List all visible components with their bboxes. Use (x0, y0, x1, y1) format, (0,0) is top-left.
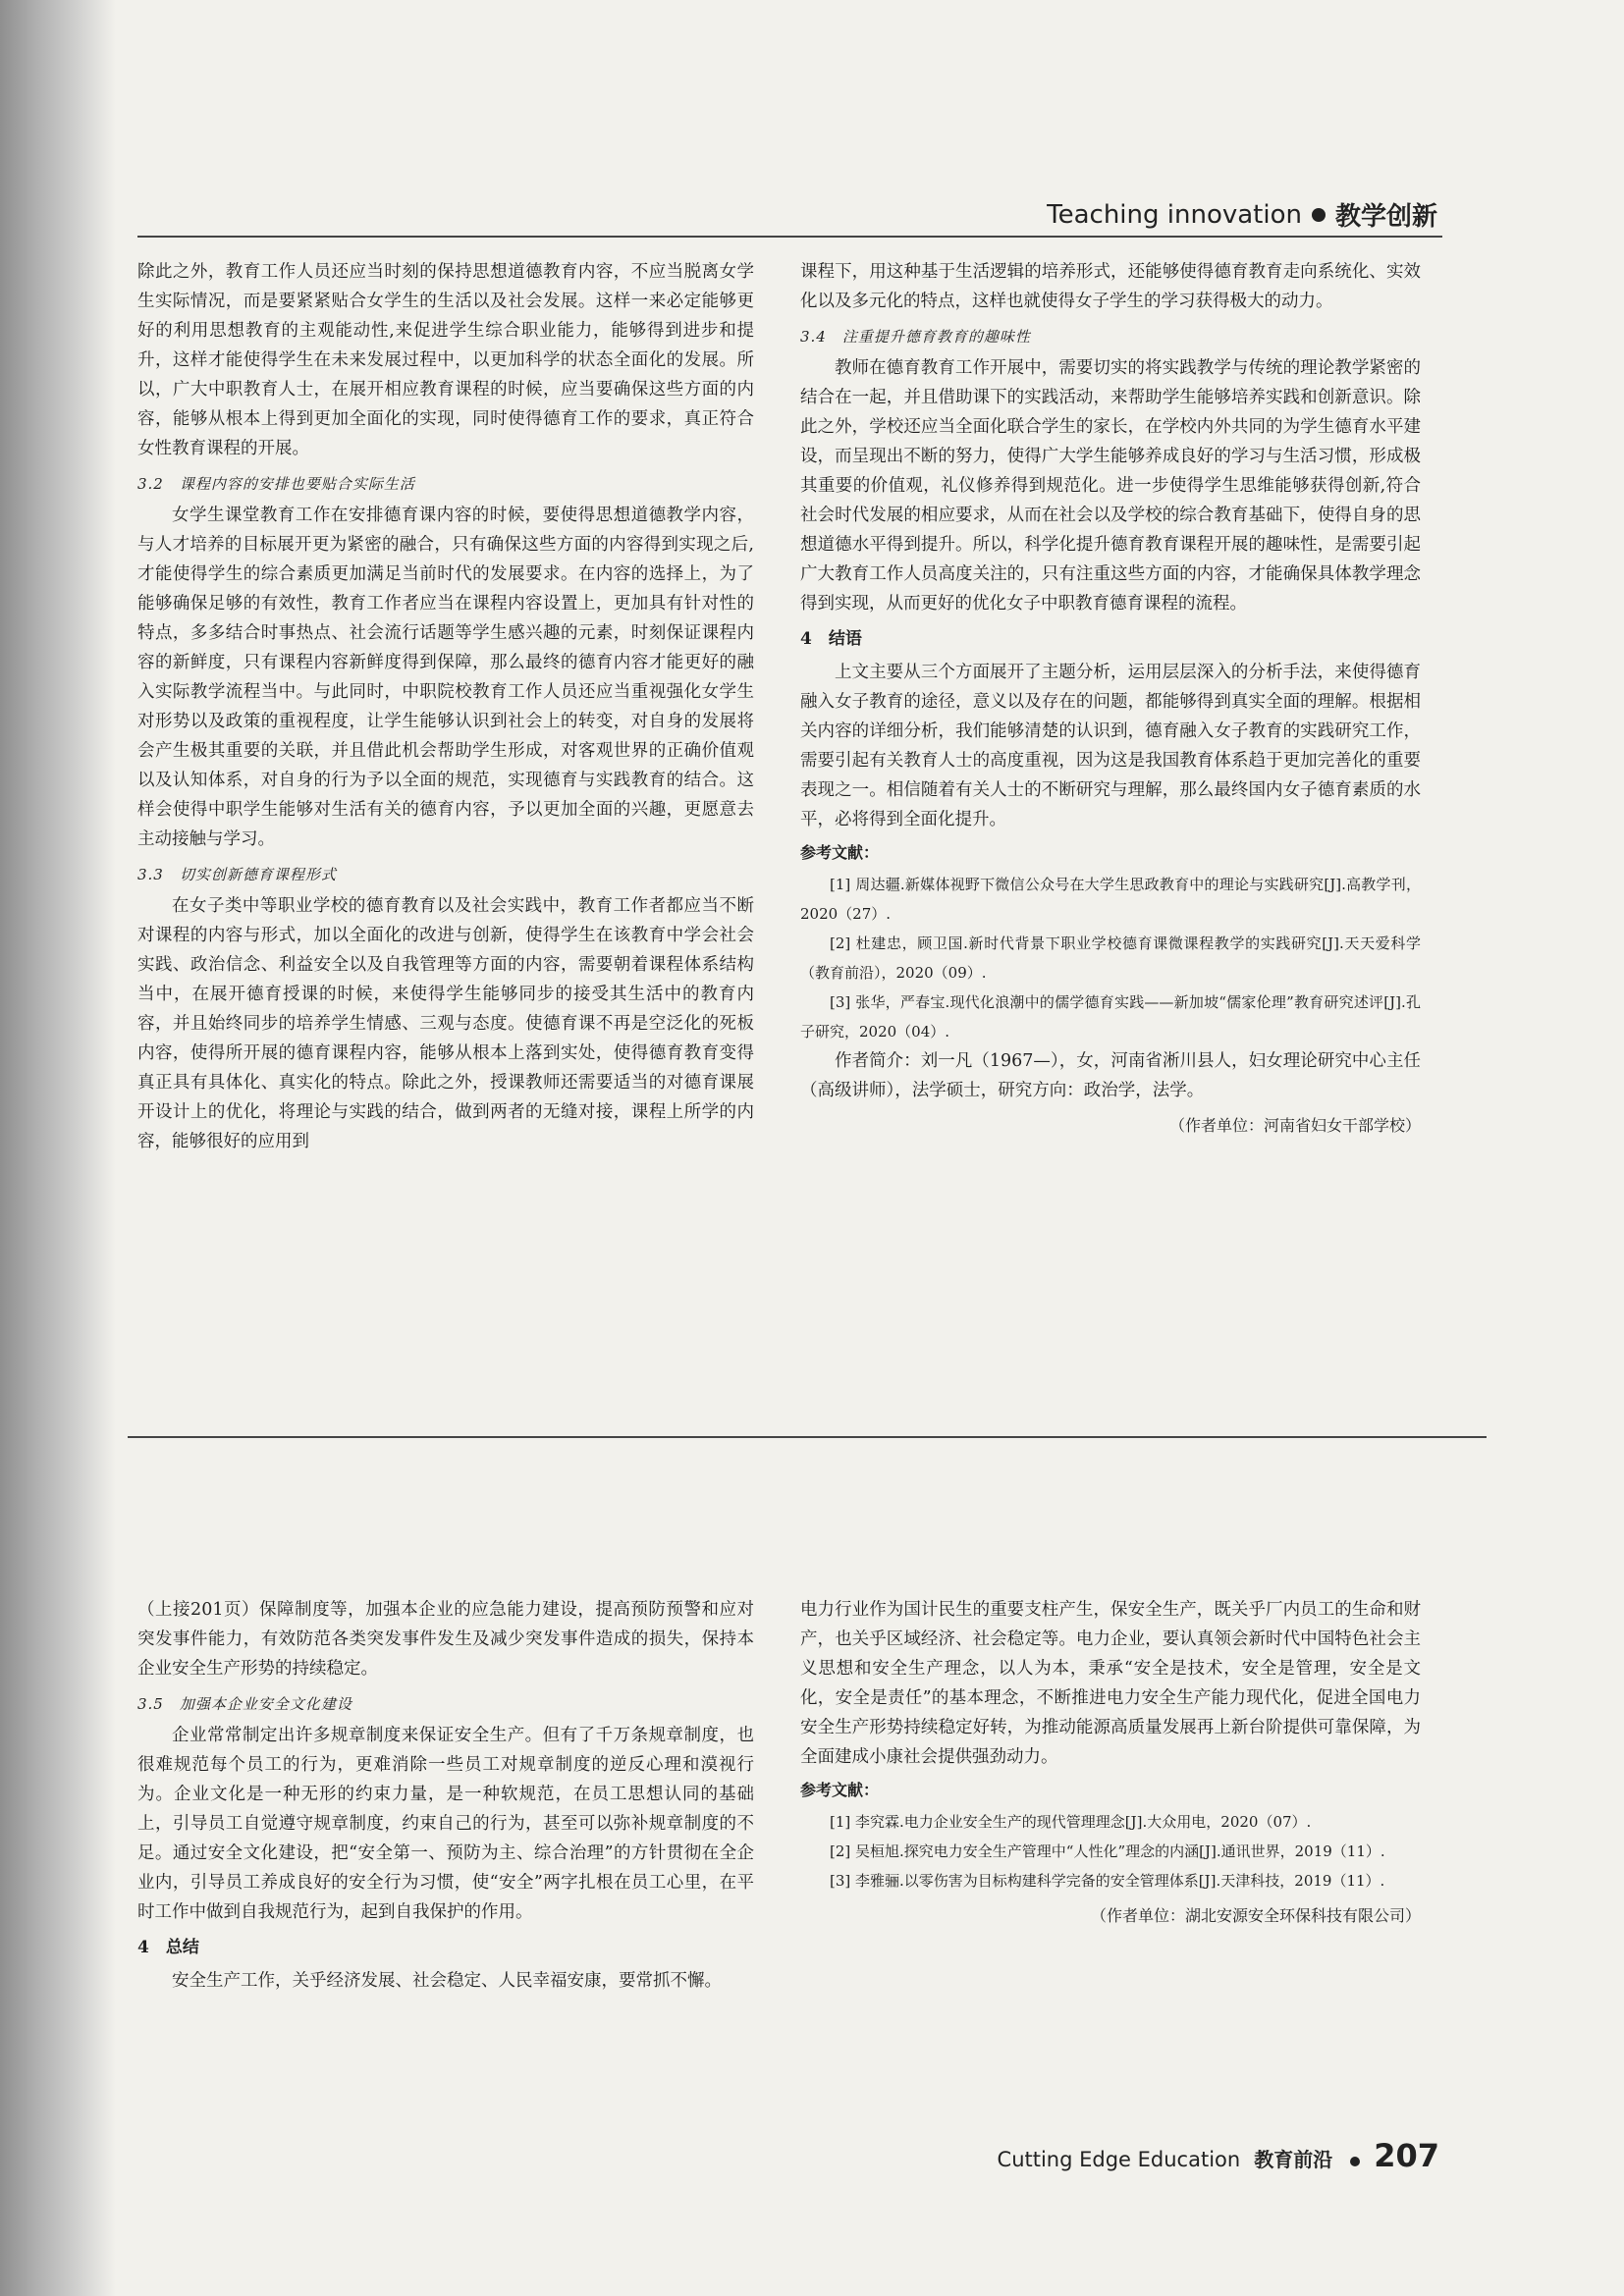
running-footer (998, 2137, 1439, 2174)
body-paragraph: 上文主要从三个方面展开了主题分析，运用层层深入的分析手法，来使得德育融入女子教育的途径，意义以及存在的问题，都能够得到真实全面的理解。根据相关内容的详细分析，我们能够清楚的认识到，德育融入女子教育的实践研究工作，需要引起有关教育人士的高度重视，因为这是我国教育体系趋于更加完善化的重要表现之一。相信随着有关人士的不断研究与理解，那么最终国内女子德育素质的水平，必将得到全面化提升。 (800, 663, 1421, 829)
footer-zh: 教育前沿 (1254, 2148, 1333, 2171)
reference-entry: [3] 张华，严春宝.现代化浪潮中的儒学德育实践——新加坡“儒家伦理”教育研究述评[J].孔子研究，2020（04）. (800, 993, 1421, 1041)
reference-entry: [2] 杜建忠，顾卫国.新时代背景下职业学校德育课微课程教学的实践研究[J].天天爱科学（教育前沿），2020（09）. (800, 934, 1421, 982)
bullet-dot-icon (1350, 2157, 1360, 2166)
header-en: Teaching innovation (1047, 199, 1302, 230)
body-paragraph: 电力行业作为国计民生的重要支柱产生，保安全生产，既关乎厂内员工的生命和财产，也关乎区域经济、社会稳定等。电力企业，要认真领会新时代中国特色社会主义思想和安全生产理念，以人为本，秉承“安全是技术，安全是管理，安全是文化，安全是责任”的基本理念，不断推进电力安全生产能力现代化，促进全国电力安全生产形势持续稳定好转，为推动能源高质量发展再上新台阶提供可靠保障，为全面建成小康社会提供强劲动力。 (800, 1600, 1421, 1767)
author-affiliation: （作者单位：湖北安源安全环保科技有限公司） (1090, 1906, 1421, 1925)
references-heading: 参考文献： (800, 1781, 880, 1799)
section-heading: 3.3 切实创新德育课程形式 (137, 866, 337, 883)
header-rule (137, 236, 1442, 238)
section-heading: 4 结语 (800, 629, 862, 649)
bullet-dot-icon (1312, 208, 1326, 222)
footer-en: Cutting Edge Education (997, 2148, 1241, 2171)
section-heading: 3.2 课程内容的安排也要贴合实际生活 (137, 475, 415, 493)
body-paragraph: 除此之外，教育工作人员还应当时刻的保持思想道德教育内容，不应当脱离女学生实际情况，而是要紧紧贴合女学生的生活以及社会发展。这样一来必定能够更好的利用思想教育的主观能动性,来促进学生综合职业能力，能够得到进步和提升，这样才能使得学生在未来发展过程中，以更加科学的状态全面化的发展。所以，广大中职教育人士，在展开相应教育课程的时候，应当要确保这些方面的内容，能够从根本上得到更加全面化的实现，同时使得德育工作的要求，真正符合女性教育课程的开展。 (137, 262, 754, 458)
reference-entry: [2] 吴桓旭.探究电力安全生产管理中“人性化”理念的内涵[J].通讯世界，2019（11）. (830, 1842, 1385, 1860)
body-paragraph: 女学生课堂教育工作在安排德育课内容的时候，要使得思想道德教学内容，与人才培养的目标展开更为紧密的融合，只有确保这些方面的内容得到实现之后,才能使得学生的综合素质更加满足当前时代的发展要求。在内容的选择上，为了能够确保足够的有效性，教育工作者应当在课程内容设置上，更加具有针对性的特点，多多结合时事热点、社会流行话题等学生感兴趣的元素，时刻保证课程内容的新鲜度，只有课程内容新鲜度得到保障，那么最终的德育内容才能更好的融入实际教学流程当中。与此同时，中职院校教育工作人员还应当重视强化女学生对形势以及政策的重视程度，让学生能够认识到社会上的转变，对自身的发展将会产生极其重要的关联，并且借此机会帮助学生形成，对客观世界的正确价值观以及认知体系，对自身的行为予以全面的规范，实现德育与实践教育的结合。这样会使得中职学生能够对生活有关的德育内容，予以更加全面的兴趣，更愿意去主动接触与学习。 (137, 506, 754, 849)
body-paragraph: 安全生产工作，关乎经济发展、社会稳定、人民幸福安康，要常抓不懈。 (172, 1971, 722, 1991)
reference-entry: [3] 李雅骊.以零伤害为目标构建科学完备的安全管理体系[J].天津科技，2019（11）. (830, 1872, 1385, 1890)
page-number: 207 (1374, 2137, 1439, 2174)
body-paragraph: 在女子类中等职业学校的德育教育以及社会实践中，教育工作者都应当不断对课程的内容与形式，加以全面化的改进与创新，使得学生在该教育中学会社会实践、政治信念、利益安全以及自我管理等方面的内容，需要朝着课程体系结构当中，在展开德育授课的时候，来使得学生能够同步的接受其生活中的教育内容，并且始终同步的培养学生情感、三观与态度。使德育课不再是空泛化的死板内容，使得所开展的德育课程内容，能够从根本上落到实处，使得德育教育变得真正具有具体化、真实化的特点。除此之外，授课教师还需要适当的对德育课展开设计上的优化，将理论与实践的结合，做到两者的无缝对接，课程上所学的内容，能够很好的应用到 (137, 896, 754, 1151)
author-affiliation: （作者单位：河南省妇女干部学校） (1168, 1116, 1421, 1135)
body-paragraph: 课程下，用这种基于生活逻辑的培养形式，还能够使得德育教育走向系统化、实效化以及多元化的特点，这样也就使得女子学生的学习获得极大的动力。 (800, 262, 1421, 311)
header-zh: 教学创新 (1334, 202, 1437, 232)
article2-column-right (800, 1595, 1421, 1931)
article1-column-right (800, 257, 1421, 1141)
body-paragraph: 教师在德育教育工作开展中，需要切实的将实践教学与传统的理论教学紧密的结合在一起，并且借助课下的实践活动，来帮助学生能够培养实践和创新意识。除此之外，学校还应当全面化联合学生的家长，在学校内外共同的为学生德育水平建设，而呈现出不断的努力，使得广大学生能够养成良好的学习与生活习惯，形成极其重要的价值观，礼仪修养得到规范化。进一步使得学生思维能够获得创新,符合社会时代发展的相应要求，从而在社会以及学校的综合教育基础下，使得自身的思想道德水平得到提升。所以，科学化提升德育教育课程开展的趣味性，是需要引起广大教育工作人员高度关注的，只有注重这些方面的内容，才能确保具体教学理念得到实现，从而更好的优化女子中职教育德育课程的流程。 (800, 358, 1421, 614)
section-heading: 3.4 注重提升德育教育的趣味性 (800, 328, 1031, 346)
body-paragraph: 企业常常制定出许多规章制度来保证安全生产。但有了千万条规章制度，也很难规范每个员工的行为，更难消除一些员工对规章制度的逆反心理和漠视行为。企业文化是一种无形的约束力量，是一种软规范，在员工思想认同的基础上，引导员工自觉遵守规章制度，约束自己的行为，甚至可以弥补规章制度的不足。通过安全文化建设，把“安全第一、预防为主、综合治理”的方针贯彻在全企业内，引导员工养成良好的安全行为习惯，使“安全”两字扎根在员工心里，在平时工作中做到自我规范行为，起到自我保护的作用。 (137, 1726, 754, 1922)
body-paragraph: （上接201页）保障制度等，加强本企业的应急能力建设，提高预防预警和应对突发事件能力，有效防范各类突发事件发生及减少突发事件造成的损失，保持本企业安全生产形势的持续稳定。 (137, 1600, 754, 1679)
section-heading: 3.5 加强本企业安全文化建设 (137, 1695, 352, 1713)
body-paragraph: 作者简介：刘一凡（1967—），女，河南省淅川县人，妇女理论研究中心主任（高级讲师），法学硕士，研究方向：政治学，法学。 (800, 1051, 1421, 1100)
section-heading: 4 总结 (137, 1938, 199, 1957)
reference-entry: [1] 李究霖.电力企业安全生产的现代管理理念[J].大众用电，2020（07）. (830, 1813, 1312, 1831)
reference-entry: [1] 周达疆.新媒体视野下微信公众号在大学生思政教育中的理论与实践研究[J].高教学刊，2020（27）. (800, 876, 1421, 923)
article-divider (128, 1436, 1487, 1438)
article2-column-left (137, 1595, 754, 1996)
references-heading: 参考文献： (800, 843, 880, 862)
article1-column-left (137, 257, 754, 1156)
scan-gutter-shadow (0, 0, 116, 2296)
running-header (1047, 196, 1437, 233)
